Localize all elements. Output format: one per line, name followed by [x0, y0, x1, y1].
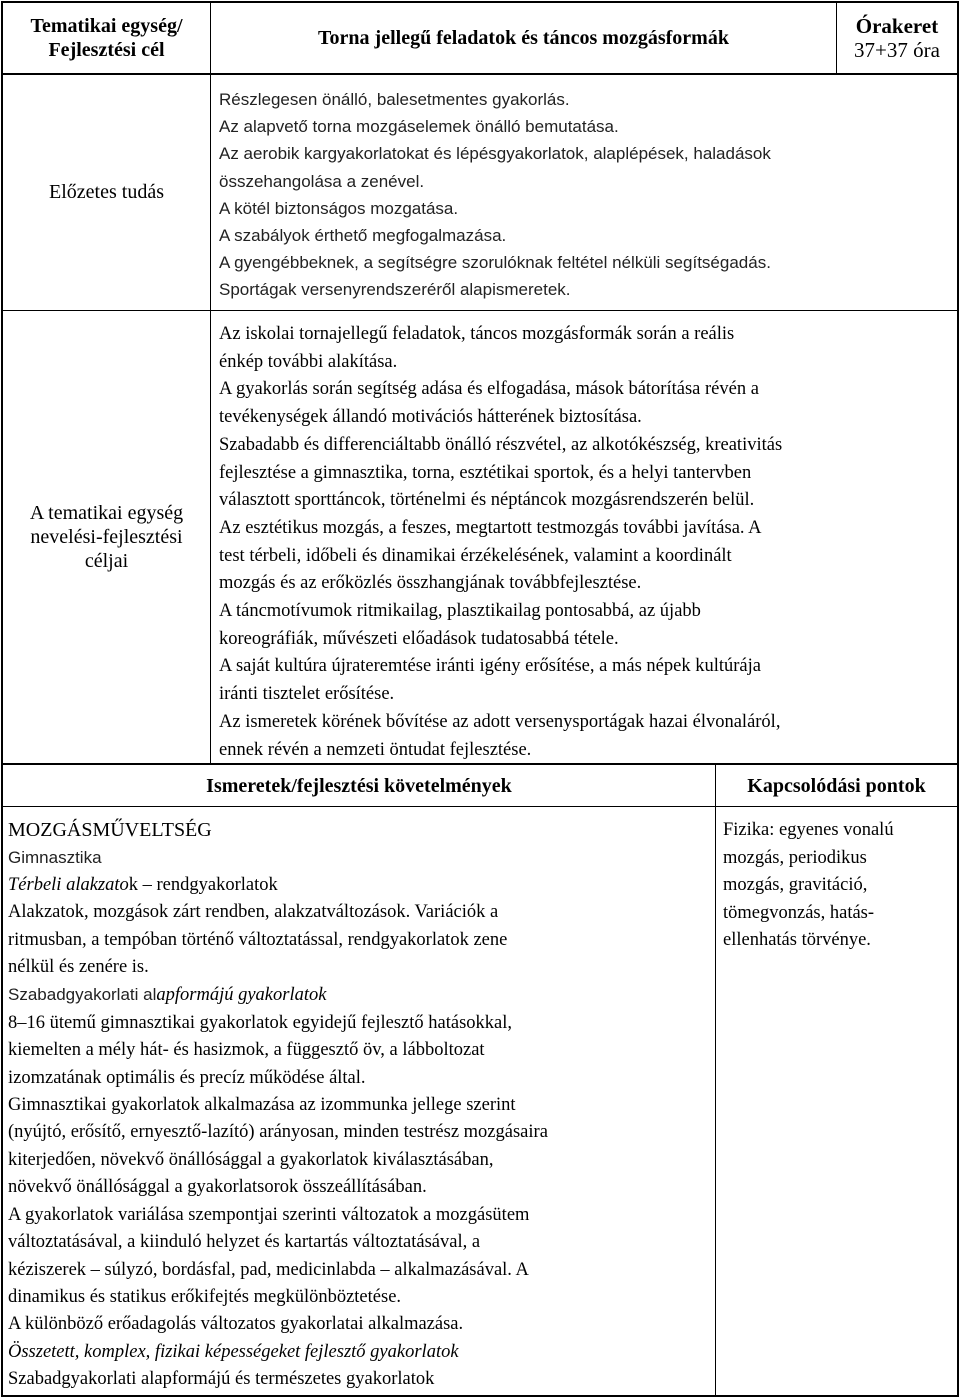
table-border-bottom	[1, 1395, 959, 1397]
goals-line: tevékenységek állandó motivációs hátterének biztosítása.	[219, 407, 642, 428]
requirements-line: A gyakorlatok variálása szempontjai szerinti változatok a mozgásütem	[8, 1204, 530, 1225]
goals-line: fejlesztése a gimnasztika, torna, esztétikai sportok, és a helyi tantervben	[219, 462, 752, 483]
connections-header: Kapcsolódási pontok	[747, 774, 926, 797]
requirements-line: Alakzatok, mozgások zárt rendben, alakzatváltozások. Variációk a	[8, 902, 499, 923]
requirements-line: 8–16 ütemű gimnasztikai gyakorlatok egyidejű fejlesztő hatásokkal,	[8, 1012, 512, 1033]
prior-knowledge-label-cell	[3, 75, 210, 310]
spatial-italic: Térbeli alakzato	[8, 874, 129, 895]
goals-line: Az iskolai tornajellegű feladatok, táncos mozgásformák során a reális	[219, 324, 735, 344]
column-divider	[715, 763, 716, 1397]
goals-line: A gyakorlás során segítség adása és elfogadása, mások bátorítása révén a	[219, 379, 759, 400]
goals-line: énkép további alakítása.	[219, 351, 398, 372]
requirements-line: nélkül és zenére is.	[8, 957, 149, 978]
connections-body	[723, 817, 955, 955]
unit-title-cell	[211, 3, 836, 73]
goals-line: Az esztétikus mozgás, a feszes, megtartott testmozgás további javítása. A	[219, 517, 762, 538]
goals-line: test térbeli, időbeli és dinamikai érzékelésének, valamint a koordinált	[219, 545, 732, 566]
goals-line: Az ismeretek körének bővítése az adott versenysportágak hazai élvonaláról,	[219, 711, 781, 732]
complex-heading: Összetett, komplex, fizikai képességeket fejlesztő gyakorlatok	[8, 1341, 459, 1362]
goals-line: A táncmotívumok ritmikailag, plasztikailag pontosabbá, az újabb	[219, 601, 701, 622]
spatial-rest: k – rendgyakorlatok	[128, 874, 278, 895]
prior-knowledge-text	[219, 86, 949, 304]
goals-label-line3: céljai	[84, 550, 129, 572]
requirements-line: növekvő önállósággal a gyakorlatsorok összeállításában.	[8, 1177, 427, 1198]
connections-line: ellenhatás törvénye.	[723, 930, 871, 951]
requirements-line: dinamikus és statikus erőkifejtés megkülönböztetése.	[8, 1286, 402, 1307]
hours-label: Órakeret	[855, 14, 939, 38]
hours-value: 37+37 óra	[854, 38, 940, 62]
requirements-line: Gimnasztikai gyakorlatok alkalmazása az izommunka jellege szerint	[8, 1095, 516, 1116]
requirements-line: kéziszerek – súlyzó, bordásfal, pad, medicinlabda – alkalmazásával. A	[8, 1259, 529, 1280]
goals-label-line1: A tematikai egység	[29, 502, 184, 524]
requirements-block-a	[8, 899, 713, 981]
spatial-heading	[8, 872, 713, 899]
requirements-line: kiterjedően, növekvő önállósággal a gyakorlatok kiválasztásában,	[8, 1149, 494, 1170]
requirements-line: ritmusban, a tempóban történő változtatással, rendgyakorlatok zene	[8, 929, 508, 950]
goals-text	[219, 321, 954, 764]
goals-line: mozgás és az erőközlés összhangjának továbbfejlesztése.	[219, 573, 642, 594]
goals-line: iránti tisztelet erősítése.	[219, 684, 395, 705]
hours-cell	[837, 3, 957, 73]
prior-knowledge-line: Az alapvető torna mozgáselemek önálló bemutatása.	[219, 117, 619, 137]
free-exercise-heading	[8, 981, 713, 1009]
connections-line: mozgás, periodikus	[723, 847, 867, 868]
connections-header-cell	[716, 765, 957, 806]
connections-line: Fizika: egyenes vonalú	[723, 820, 894, 840]
goals-line: választott sporttáncok, történelmi és néptáncok mozgásrendszerén belül.	[219, 490, 755, 511]
prior-knowledge-line: A szabályok érthető megfogalmazása.	[219, 226, 507, 246]
free-italic: apformájú gyakorlatok	[156, 985, 327, 1006]
goals-line: ennek révén a nemzeti öntudat fejlesztése.	[219, 739, 532, 760]
row-divider	[1, 806, 959, 807]
prior-knowledge-line: Az aerobik kargyakorlatokat és lépésgyakorlatok, alaplépések, haladások	[219, 144, 771, 164]
goals-line: Szabadabb és differenciáltabb önálló részvétel, az alkotókészség, kreativitás	[219, 434, 783, 455]
unit-label-cell	[3, 3, 210, 73]
connections-line: tömegvonzás, hatás-	[723, 902, 875, 923]
column-divider	[210, 1, 211, 764]
requirements-line: izomzatának optimális és precíz működése által.	[8, 1067, 366, 1088]
requirements-header-cell	[3, 765, 715, 806]
requirements-body	[8, 817, 713, 1394]
requirements-last-line: Szabadgyakorlati alapformájú és természetes gyakorlatok	[8, 1369, 435, 1390]
prior-knowledge-line: Sportágak versenyrendszeréről alapismeretek.	[219, 280, 571, 300]
goals-line: koreográfiák, művészeti előadások tudatosabbá tétele.	[219, 628, 619, 649]
table-border-right	[957, 1, 959, 1397]
goals-line: A saját kultúra újrateremtése iránti igény erősítése, a más népek kultúrája	[219, 656, 761, 677]
goals-label-line2: nevelési-fejlesztési	[30, 526, 183, 548]
requirements-header: Ismeretek/fejlesztési követelmények	[206, 774, 512, 797]
unit-title: Torna jellegű feladatok és táncos mozgásformák	[318, 27, 729, 49]
requirements-line: kiemelten a mély hát- és hasizmok, a függesztő öv, a lábboltozat	[8, 1040, 485, 1061]
requirements-line: A különböző erőadagolás változatos gyakorlatai alkalmazása.	[8, 1314, 464, 1335]
requirements-block-b	[8, 1010, 713, 1339]
connections-line: mozgás, gravitáció,	[723, 875, 868, 896]
requirements-sub: Gimnasztika	[8, 848, 102, 868]
requirements-line: (nyújtó, erősítő, ernyesztő-lazító) arányosan, minden testrész mozgásaira	[8, 1122, 548, 1143]
prior-knowledge-label: Előzetes tudás	[49, 181, 164, 203]
requirements-line: változtatásával, a kiinduló helyzet és kartartás változtatásával, a	[8, 1232, 481, 1253]
requirements-heading: MOZGÁSMŰVELTSÉG	[8, 819, 212, 841]
goals-label-cell	[3, 311, 210, 763]
unit-label-line2: Fejlesztési cél	[48, 39, 165, 61]
prior-knowledge-line: A gyengébbeknek, a segítségre szorulóknak feltétel nélküli segítségadás.	[219, 253, 771, 273]
curriculum-table	[1, 1, 958, 1397]
unit-label-line1: Tematikai egység/	[30, 15, 183, 37]
prior-knowledge-line: A kötél biztonságos mozgatása.	[219, 198, 459, 218]
prior-knowledge-line: Részlegesen önálló, balesetmentes gyakorlás.	[219, 90, 570, 109]
prior-knowledge-line: összehangolása a zenével.	[219, 171, 425, 191]
free-plain: Szabadgyakorlati al	[8, 985, 157, 1005]
